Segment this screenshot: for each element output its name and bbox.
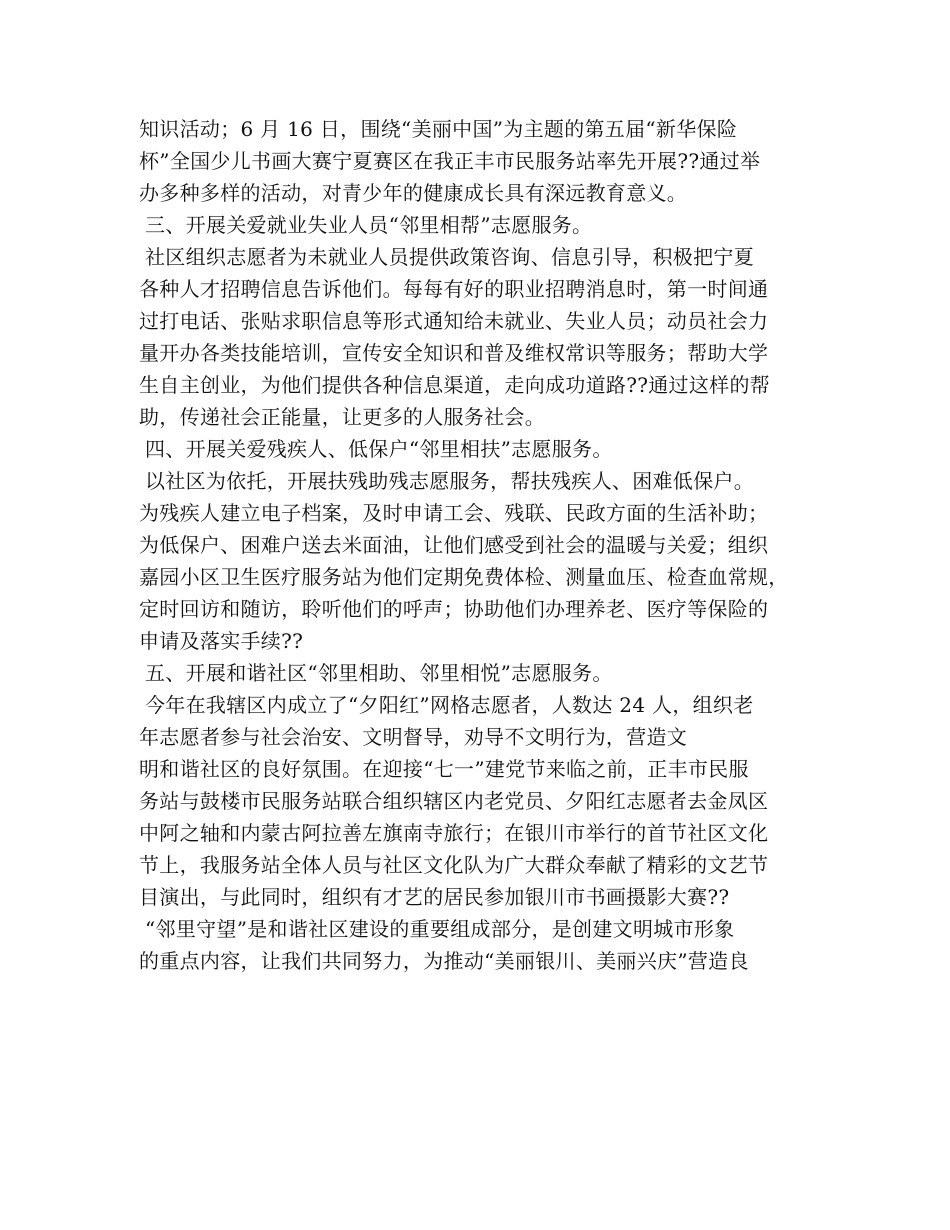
text-line: 量开办各类技能培训，宣传安全知识和普及维权常识等服务；帮助大学 bbox=[139, 341, 769, 365]
text-line: 生自主创业，为他们提供各种信息渠道，走向成功道路??通过这样的帮 bbox=[139, 373, 771, 397]
text-line: 申请及落实手续?? bbox=[139, 629, 304, 653]
paragraph-start-line: 今年在我辖区内成立了“夕阳红”网格志愿者，人数达 24 人，组织老 bbox=[145, 693, 754, 717]
paragraph-start-line: “邻里守望”是和谐社区建设的重要组成部分，是创建文明城市形象 bbox=[145, 917, 735, 941]
text-line: 年志愿者参与社会治安、文明督导，劝导不文明行为，营造文 bbox=[139, 725, 688, 749]
text-line: 过打电话、张贴求职信息等形式通知给未就业、失业人员；动员社会力 bbox=[139, 309, 769, 333]
text-line: 明和谐社区的良好氛围。在迎接“七一”建党节来临之前，正丰市民服 bbox=[139, 757, 749, 781]
text-line: 务站与鼓楼市民服务站联合组织辖区内老党员、夕阳红志愿者去金凤区 bbox=[139, 789, 769, 813]
text-line: 嘉园小区卫生医疗服务站为他们定期免费体检、测量血压、检查血常规， bbox=[139, 565, 789, 589]
text-line: 为残疾人建立电子档案，及时申请工会、残联、民政方面的生活补助； bbox=[139, 501, 769, 525]
text-line: 办多种多样的活动，对青少年的健康成长具有深远教育意义。 bbox=[139, 181, 688, 205]
text-line: 节上，我服务站全体人员与社区文化队为广大群众奉献了精彩的文艺节 bbox=[139, 853, 769, 877]
text-line: 的重点内容，让我们共同努力，为推动“美丽银川、美丽兴庆”营造良 bbox=[139, 949, 749, 973]
paragraph-start-line: 以社区为依托，开展扶残助残志愿服务，帮扶残疾人、困难低保户。 bbox=[145, 469, 754, 493]
text-line: 定时回访和随访，聆听他们的呼声；协助他们办理养老、医疗等保险的 bbox=[139, 597, 769, 621]
text-line: 为低保户、困难户送去米面油，让他们感受到社会的温暖与关爱；组织 bbox=[139, 533, 769, 557]
paragraph-start-line: 社区组织志愿者为未就业人员提供政策咨询、信息引导，积极把宁夏 bbox=[145, 245, 754, 269]
section-heading: 三、开展关爱就业失业人员“邻里相帮”志愿服务。 bbox=[145, 213, 593, 237]
text-line: 目演出，与此同时，组织有才艺的居民参加银川市书画摄影大赛?? bbox=[139, 885, 730, 909]
text-line: 中阿之轴和内蒙古阿拉善左旗南寺旅行；在银川市举行的首节社区文化 bbox=[139, 821, 769, 845]
section-heading: 四、开展关爱残疾人、低保户“邻里相扶”志愿服务。 bbox=[145, 437, 613, 461]
text-line: 杯”全国少儿书画大赛宁夏赛区在我正丰市民服务站率先开展??通过举 bbox=[139, 149, 761, 173]
section-heading: 五、开展和谐社区“邻里相助、邻里相悦”志愿服务。 bbox=[145, 661, 613, 685]
document-body bbox=[139, 113, 839, 977]
text-line: 助，传递社会正能量，让更多的人服务社会。 bbox=[139, 405, 545, 429]
text-line: 各种人才招聘信息告诉他们。每每有好的职业招聘消息时，第一时间通 bbox=[139, 277, 769, 301]
text-line: 知识活动；6 月 16 日，围绕“美丽中国”为主题的第五届“新华保险 bbox=[139, 117, 738, 141]
